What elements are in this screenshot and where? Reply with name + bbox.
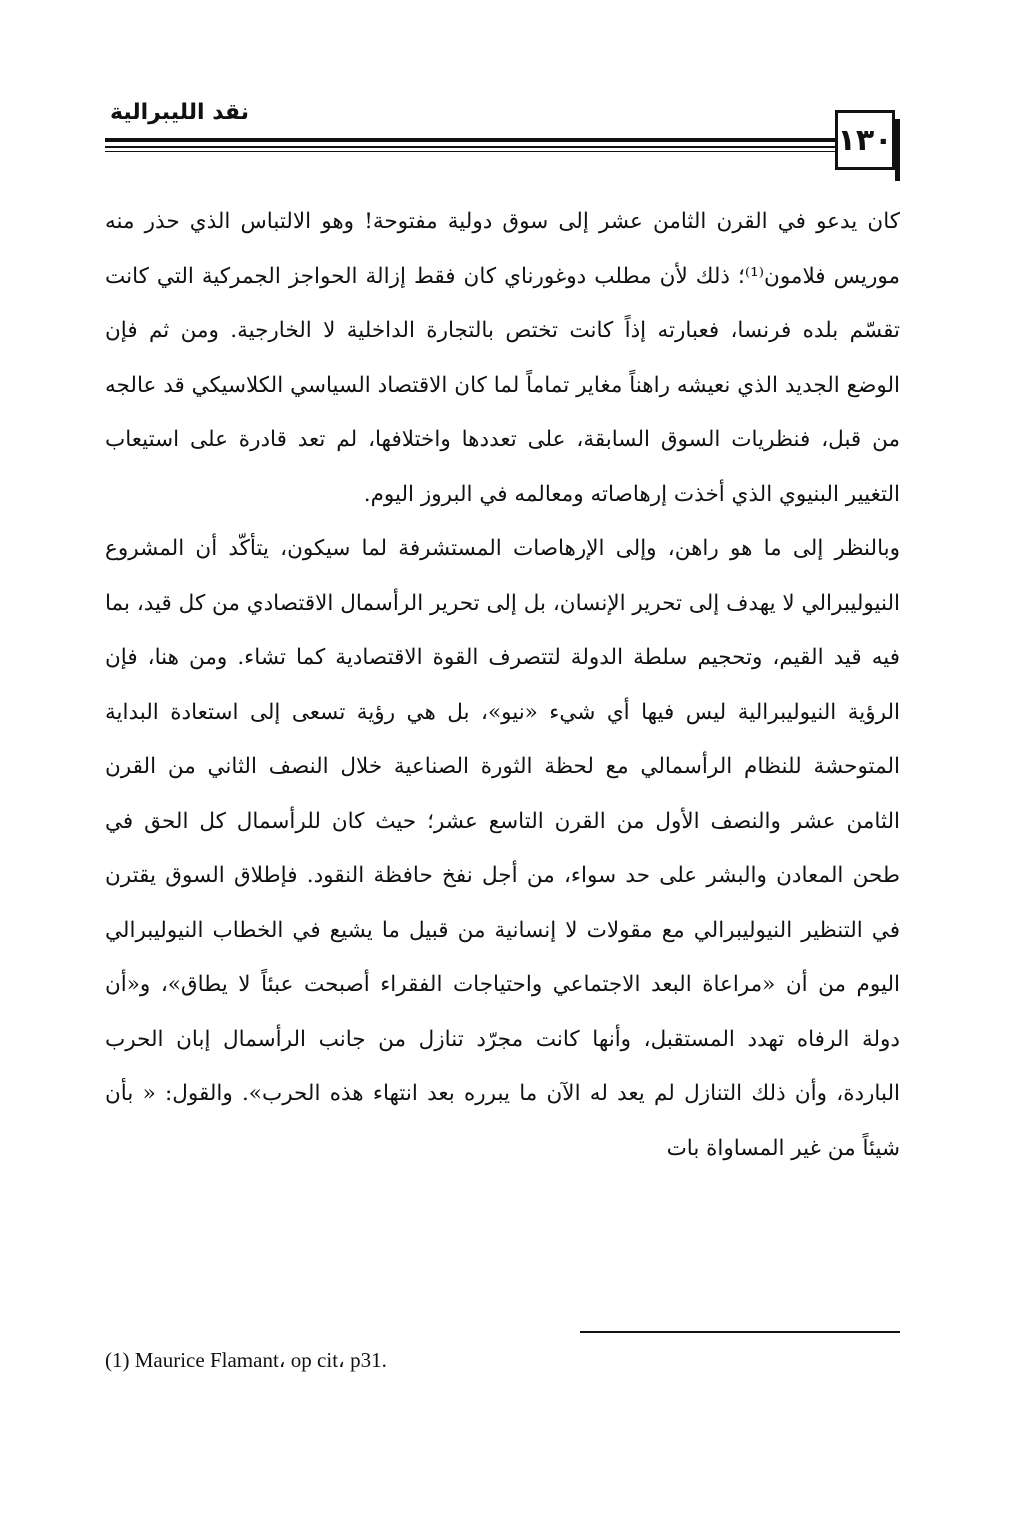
header-rule-thin — [105, 146, 835, 148]
footnote: (1) Maurice Flamant، op cit، p31. — [105, 1348, 387, 1372]
body-text — [105, 195, 900, 1176]
running-title: نقد الليبرالية — [110, 100, 250, 125]
header-rule-hairline — [105, 151, 835, 152]
footnote-rule — [580, 1331, 900, 1333]
page-number-box — [835, 110, 895, 170]
page-number: ١٣٠ — [837, 122, 893, 158]
header-rule-thick — [105, 138, 835, 142]
paragraph-1: كان يدعو في القرن الثامن عشر إلى سوق دولية مفتوحة! وهو الالتباس الذي حذر منه موريس فلامون⁽¹⁾؛ ذلك لأن مطلب دوغورناي كان فقط إزالة الحواجز الجمركية التي كانت تقسّم بلده فرنسا، فعبارته إذاً كانت تختص بالتجارة الداخلية لا الخارجية. ومن ثم فإن الوضع الجديد الذي نعيشه راهناً مغاير تماماً لما كان الاقتصاد السياسي الكلاسيكي قد عالجه من قبل، فنظريات السوق السابقة، على تعددها واختلافها، لم تعد قادرة على استيعاب التغيير البنيوي الذي أخذت إرهاصاته ومعالمه في البروز اليوم. — [105, 209, 900, 507]
paragraph-2: وبالنظر إلى ما هو راهن، وإلى الإرهاصات المستشرفة لما سيكون، يتأكّد أن المشروع النيوليبرالي لا يهدف إلى تحرير الإنسان، بل إلى تحرير الرأسمال الاقتصادي من كل قيد، بما فيه قيد القيم، وتحجيم سلطة الدولة لتتصرف القوة الاقتصادية كما تشاء. ومن هنا، فإن الرؤية النيوليبرالية ليس فيها أي شيء «نيو»، بل هي رؤية تسعى إلى استعادة البداية المتوحشة للنظام الرأسمالي مع لحظة الثورة الصناعية خلال النصف الثاني من القرن الثامن عشر والنصف الأول من القرن التاسع عشر؛ حيث كان للرأسمال كل الحق في طحن المعادن والبشر على حد سواء، من أجل نفخ حافظة النقود. فإطلاق السوق يقترن في التنظير النيوليبرالي مع مقولات لا إنسانية من قبيل ما يشيع في الخطاب النيوليبرالي اليوم من أن «مراعاة البعد الاجتماعي واحتياجات الفقراء أصبحت عبئاً لا يطاق»، و«أن دولة الرفاه تهدد المستقبل، وأنها كانت مجرّد تنازل من جانب الرأسمال إبان الحرب الباردة، وأن ذلك التنازل لم يعد له الآن ما يبرره بعد انتهاء هذه الحرب». والقول: « بأن شيئاً من غير المساواة بات — [105, 536, 900, 1161]
